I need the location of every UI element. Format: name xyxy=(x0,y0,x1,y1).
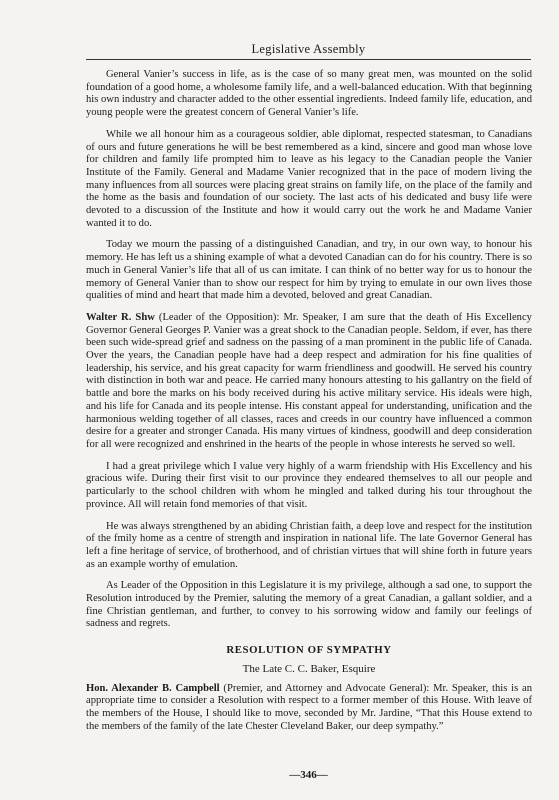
section-title: RESOLUTION OF SYMPATHY xyxy=(226,644,392,657)
paragraph-friendship: I had a great privilege which I value very highly of a warm friendship with His Excellency and his gracious wife. During their first visit to our province they endeared themselves to all our people and particularly to the school children with whom he mingled and talked during his tour throughout the province. All will retain fond memories of that visit. xyxy=(86,460,532,510)
page-body xyxy=(86,69,532,742)
paragraph-support-resolution: As Leader of the Opposition in this Legislature it is my privilege, although a sad one, to support the Resolution introduced by the Premier, saluting the memory of a great Canadian, a gallant soldier, and a fine Christian gentleman, and further, to convey to his sorrowing widow and family our feelings of sadness and regrets. xyxy=(86,580,532,630)
header-rule xyxy=(86,59,531,60)
speaker-name: Hon. Alexander B. Campbell xyxy=(86,682,220,694)
paragraph-premier-motion xyxy=(86,683,532,734)
speaker-name: Walter R. Shw xyxy=(86,311,155,323)
speech-text: (Premier, and Attorney and Advocate General): Mr. Speaker, this is an appropriate time to consider a Resolution with respect to a former member of this House. With leave of the members of the House, I should like to move, seconded by Mr. Jardine, “That this House extend to the members of the family of the late Chester Cleveland Baker, our deep sympathy.” xyxy=(86,682,533,732)
page-number: —346— xyxy=(289,769,328,781)
section-subtitle: The Late C. C. Baker, Esquire xyxy=(242,662,376,675)
paragraph-vanier-legacy: While we all honour him as a courageous soldier, able diplomat, respected statesman, to Canadians of ours and future generations he will be best remembered as a kind, sincere and good man whose love for children and family life prompted him to leave as his legacy to the Canadian people the Vanier Institute of the Family. General and Madame Vanier recognized that in the pace of modern living the many influences from all sources were placing great strains on family life, on the place of the family and the home as the basis and foundation of our society. The last acts of his dedicated and busy life were devoted to a discussion of the Institute and how it would carry out the work he and Madame Vanier wanted it to do. xyxy=(86,128,532,229)
speech-text: (Leader of the Opposition): Mr. Speaker, I am sure that the death of His Excellency Governor General Georges P. Vanier was a great shock to the Canadian people. Seldom, if ever, has there been such wide-spread grief and sadness on the passing of a man prominent in the public life of Canada. Over the years, the Canadian people have had a deep respect and admiration for his fine qualities of leadership, his service, and his great capacity for warm friendliness and goodwill. He served his country with distinction in both war and peace. He carried many honours attesting to his gallantry on the field of battle and bore the marks on his body received during his active military service. His ideals were high, and his life for Canada and its people intense. His constant appeal for understanding, unification and the harmonious welding together of all classes, races and creeds in our country have influenced a common desire for a greater and stronger Canada. His many virtues of kindness, goodwill and deep consideration for all were recognized and enshrined in the hearts of the people in whose interests he served so well. xyxy=(86,311,532,450)
paragraph-faith: He was always strengthened by an abiding Christian faith, a deep love and respect for the institution of the fmily home as a centre of strength and inspiration in national life. The late Governor General has left a fine heritage of service, of brotherhood, and of christian virtues that will shine forth in future years as an example worthy of emulation. xyxy=(86,520,532,570)
paragraph-vanier-success: General Vanier’s success in life, as is the case of so many great men, was mounted on the solid foundation of a good home, a wholesome family life, and a well-balanced education. With that beginning his own industry and character added to the other essential ingredients. Indeed family life, education, and young people were the greatest concern of General Vanier’s life. xyxy=(86,69,532,119)
paragraph-opposition-leader xyxy=(86,312,532,452)
running-header: Legislative Assembly xyxy=(251,42,366,56)
paragraph-mourning: Today we mourn the passing of a distinguished Canadian, and try, in our own way, to honour his memory. He has left us a shining example of what a devoted Canadian can do for his country. There is so much in General Vanier’s life that all of us can imitate. I can think of no better way for us to honour the memory of General Vanier than to show our respect for him by trying to emulate in our own lives those qualities of mind and heart that made him a devoted, beloved and great Canadian. xyxy=(86,239,532,302)
